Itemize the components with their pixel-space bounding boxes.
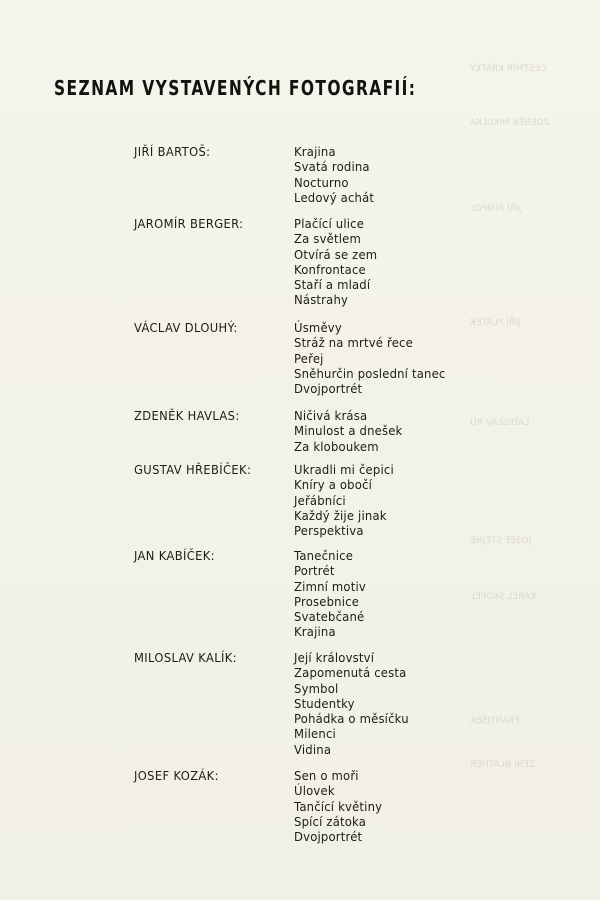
photo-title: Svatebčané bbox=[294, 609, 365, 625]
photo-title: Vidina bbox=[294, 741, 332, 757]
works-list bbox=[294, 548, 371, 640]
photographer-name: JAROMÍR BERGER: bbox=[134, 216, 244, 231]
photographer-name: MILOSLAV KALÍK: bbox=[134, 650, 237, 665]
works-list bbox=[294, 320, 457, 396]
photo-title: Symbol bbox=[294, 680, 339, 696]
photo-title: Nástrahy bbox=[294, 292, 349, 308]
photo-title: Tančící květiny bbox=[294, 798, 383, 814]
photo-title: Zapomenutá cesta bbox=[294, 665, 407, 681]
photographer-name: VÁCLAV DLOUHÝ: bbox=[134, 320, 238, 335]
photo-title: Ukradli mi čepici bbox=[294, 462, 394, 477]
photographer-name: JIŘÍ BARTOŠ: bbox=[134, 144, 211, 159]
photo-title: Svatá rodina bbox=[294, 159, 370, 175]
photo-title: Každý žije jinak bbox=[294, 507, 387, 523]
photo-title: Peřej bbox=[294, 350, 324, 366]
photo-title: Milenci bbox=[294, 726, 336, 742]
photo-title: Její království bbox=[294, 650, 375, 665]
photo-title: Ničivá krása bbox=[294, 408, 368, 423]
photo-title: Krajina bbox=[294, 144, 336, 159]
photo-title: Krajina bbox=[294, 624, 336, 640]
photo-title: Portrét bbox=[294, 563, 335, 579]
photo-title: Otvírá se zem bbox=[294, 246, 378, 262]
photo-title: Úsměvy bbox=[294, 320, 342, 335]
photo-title: Tanečnice bbox=[294, 548, 354, 563]
document-page: CESTMÍR KRÁTKÝ ZDENĚK MIKULKA JIŘÍ RIMPOL JIŘÍ PLATEK LADISLAV RU JOSEF STEJNE KAREL SKOPEL FRANTIŠEK ZENÍ BLÁTHER SEZNAM VYSTAVENÝCH FOTOGRAFIÍ: JIŘÍ BARTOŠ: Krajina Svatá rodina Nocturno Ledový achát JAROMÍR BERGER: Plačící ulice Za světlem Otvírá se zem Konfrontace Staří a mladí Nástrahy VÁCLAV DLOUHÝ: Úsměvy Stráž na mrtvé řece Peřej Sněhurčin poslední tanec Dvojportrét ZDENĚK HAVLAS: Ničivá krása Minulost a dnešek Za kloboukem GUSTAV HŘEBÍČEK: Ukradli mi čepici Kníry a obočí Jeřábníci Každý žije jinak Perspektiva JAN KABÍČEK: Tanečnice Portrét Zimní motiv Prosebnice Svatebčané Krajina MILOSLAV KALÍK: Její království Zapomenutá cesta Symbol Studentky Pohádka o měsíčku Milenci Vidina JOSEF KOZÁK: Sen o moři Úlovek Tančící květiny Spící zátoka Dvojportrét bbox=[0, 0, 600, 900]
photo-title: Dvojportrét bbox=[294, 829, 363, 845]
works-list bbox=[294, 650, 417, 757]
works-list bbox=[294, 216, 384, 308]
photo-title: Pohádka o měsíčku bbox=[294, 711, 409, 727]
photographer-name: JAN KABÍČEK: bbox=[134, 548, 215, 563]
photo-title: Perspektiva bbox=[294, 523, 364, 539]
photo-title: Nocturno bbox=[294, 174, 349, 190]
photo-title: Plačící ulice bbox=[294, 216, 365, 231]
photo-title: Ledový achát bbox=[294, 189, 375, 205]
photo-title: Stráž na mrtvé řece bbox=[294, 335, 413, 351]
photo-title: Prosebnice bbox=[294, 593, 360, 609]
works-list bbox=[294, 144, 380, 205]
works-list bbox=[294, 768, 389, 844]
works-list bbox=[294, 408, 411, 454]
photo-title: Zimní motiv bbox=[294, 578, 366, 594]
photo-title: Úlovek bbox=[294, 783, 335, 799]
photo-title: Kníry a obočí bbox=[294, 477, 373, 493]
photo-title: Sen o moři bbox=[294, 768, 359, 783]
photographer-name: GUSTAV HŘEBÍČEK: bbox=[134, 462, 252, 477]
photo-title: Staří a mladí bbox=[294, 277, 371, 293]
photo-title: Studentky bbox=[294, 695, 355, 711]
photo-title: Za kloboukem bbox=[294, 438, 379, 454]
photographer-name: JOSEF KOZÁK: bbox=[134, 768, 219, 783]
photo-title: Za světlem bbox=[294, 231, 362, 247]
photographer-name: ZDENĚK HAVLAS: bbox=[134, 408, 240, 423]
works-list bbox=[294, 462, 401, 538]
photo-title: Minulost a dnešek bbox=[294, 423, 403, 439]
photo-title: Spící zátoka bbox=[294, 813, 367, 829]
page-title: SEZNAM VYSTAVENÝCH FOTOGRAFIÍ: bbox=[54, 76, 417, 100]
photo-title: Sněhurčin poslední tanec bbox=[294, 365, 446, 381]
photo-title: Dvojportrét bbox=[294, 381, 363, 397]
photo-title: Konfrontace bbox=[294, 261, 366, 277]
photo-title: Jeřábníci bbox=[294, 492, 346, 508]
